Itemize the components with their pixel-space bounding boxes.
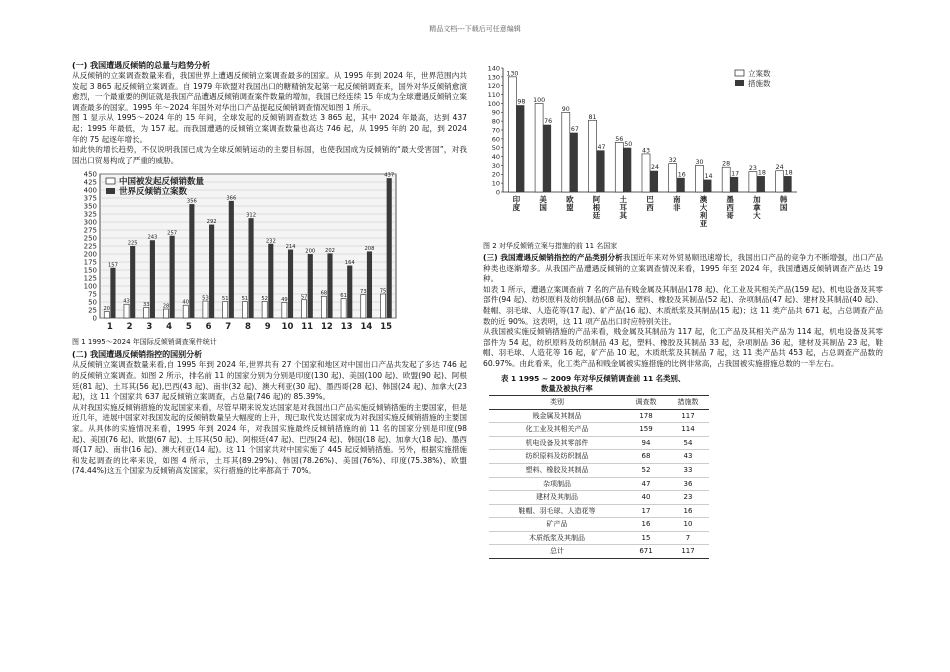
- legend-label-world: 世界反倾销立案数: [119, 187, 188, 198]
- y-tick-label: 300: [83, 218, 97, 227]
- section3-paragraph-1-text: 我国近年来对外贸易顺迅速增长，我国出口产品的竞争力不断增强，出口产品种类也逐渐增多。从我国产品遭遇反倾销的立案调查情况来看，1995 年至 2024 年，我国遭遇反倾销调查产品达 19 种。: [483, 253, 883, 284]
- y-tick-label: 175: [83, 258, 97, 267]
- bar-world-14: [367, 252, 372, 319]
- bar-world-10: [288, 250, 293, 318]
- x-tick-label: 5: [185, 322, 192, 333]
- bar-cases-巴西: [642, 154, 650, 192]
- legend-swatch-china: [106, 178, 115, 184]
- y-tick-label: 275: [83, 226, 97, 235]
- table-cell: 木质纸浆及其制品: [489, 531, 625, 545]
- table-row: [489, 531, 709, 545]
- table-cell: 17: [625, 504, 667, 518]
- figure2-bar-chart: [483, 62, 803, 240]
- bar-measures-美国: [543, 125, 551, 192]
- y-tick-label: 0: [92, 314, 97, 323]
- x-tick-char: 巴: [646, 195, 654, 204]
- bar-cases-澳大利亚: [695, 165, 703, 192]
- data-label: 100: [533, 96, 546, 104]
- y-tick-label: 125: [83, 274, 97, 283]
- table-header-category: 类别: [489, 395, 625, 409]
- table-cell: 40: [625, 491, 667, 505]
- table-row: [489, 477, 709, 491]
- x-tick-label: [699, 194, 708, 228]
- figure1-caption: 图 1 1995～2024 年国际反倾销调查案件统计: [72, 338, 217, 347]
- y-tick-label: 80: [491, 117, 500, 126]
- section1-heading: (一) 我国遭遇反倾销的总量与趋势分析: [72, 61, 211, 70]
- x-tick-char: 拿: [753, 203, 761, 212]
- data-label: 20: [103, 306, 111, 313]
- legend-swatch-measures: [735, 80, 744, 86]
- bar-measures-南非: [677, 178, 685, 192]
- data-label: 24: [775, 164, 784, 172]
- data-label: 30: [695, 158, 704, 166]
- bar-world-1: [110, 268, 115, 318]
- x-tick-label: [566, 194, 574, 212]
- data-label: 28: [722, 160, 731, 168]
- bar-china-6: [203, 301, 208, 318]
- bar-measures-阿根廷: [597, 150, 605, 192]
- y-tick-label: 0: [495, 188, 500, 197]
- bar-china-11: [302, 300, 307, 318]
- data-label: 75: [379, 288, 387, 295]
- y-tick-label: 120: [487, 82, 500, 91]
- x-tick-char: 南: [672, 195, 681, 204]
- table-row: [489, 450, 709, 464]
- bar-world-15: [387, 179, 392, 319]
- table-row: [489, 504, 709, 518]
- bar-measures-加拿大: [757, 176, 765, 192]
- y-tick-label: 110: [487, 90, 500, 99]
- x-tick-char: 廷: [592, 211, 601, 220]
- legend-swatch-world: [106, 188, 115, 194]
- bar-cases-阿根廷: [589, 120, 597, 192]
- table-cell: 33: [667, 463, 709, 477]
- data-label: 24: [651, 164, 660, 172]
- y-tick-label: 30: [491, 161, 500, 170]
- section1-paragraph-3: 如此快的增长趋势，不仅说明我国已成为全球反倾销运动的主要目标国，也使我国成为反倾销的“最大受害国”，对我国出口贸易构成了严重的威胁。: [72, 145, 467, 165]
- table-row: [489, 518, 709, 532]
- y-tick-label: 100: [83, 282, 97, 291]
- data-label: 67: [570, 126, 579, 134]
- table-cell: 15: [625, 531, 667, 545]
- x-tick-label: 14: [360, 322, 373, 333]
- y-tick-label: 25: [88, 306, 97, 315]
- bar-measures-韩国: [784, 176, 792, 192]
- bar-china-2: [124, 305, 129, 319]
- y-tick-label: 325: [83, 210, 97, 219]
- x-tick-char: 哥: [726, 211, 734, 220]
- x-tick-char: 欧: [566, 195, 574, 204]
- table-cell: 54: [667, 436, 709, 450]
- table-row: [489, 436, 709, 450]
- table-cell: 10: [667, 518, 709, 532]
- y-tick-label: 450: [83, 170, 97, 179]
- table-cell: 47: [625, 477, 667, 491]
- data-label: 50: [624, 141, 633, 149]
- data-label: 43: [123, 299, 130, 306]
- x-tick-char: 其: [619, 211, 628, 220]
- data-label: 437: [384, 173, 395, 180]
- data-label: 98: [517, 98, 526, 106]
- data-label: 202: [325, 248, 335, 255]
- data-label: 40: [182, 300, 190, 307]
- data-label: 17: [731, 170, 740, 178]
- bar-measures-巴西: [650, 171, 658, 192]
- x-tick-char: 加: [753, 195, 761, 204]
- data-label: 73: [360, 289, 367, 296]
- x-tick-char: 大: [699, 203, 708, 212]
- data-label: 43: [641, 147, 650, 155]
- table1-caption: [501, 374, 883, 395]
- bar-world-8: [249, 219, 254, 319]
- x-tick-char: 亚: [699, 219, 708, 228]
- data-label: 18: [784, 169, 793, 177]
- section3-heading: (三) 我国遭遇反倾销指控的产品类别分析: [483, 253, 623, 262]
- x-tick-label: [513, 194, 521, 212]
- y-tick-label: 40: [491, 152, 500, 161]
- x-tick-char: 国: [779, 203, 788, 212]
- bar-cases-加拿大: [749, 172, 757, 192]
- data-label: 56: [615, 135, 624, 143]
- x-tick-char: 墨: [726, 195, 734, 204]
- figure1-bar-chart: [72, 168, 402, 336]
- y-tick-label: 425: [83, 178, 97, 187]
- table-header-row: [489, 395, 709, 409]
- x-tick-label: 12: [321, 322, 333, 333]
- bar-world-6: [209, 225, 214, 318]
- bar-cases-印度: [508, 77, 516, 192]
- x-tick-label: [539, 194, 547, 212]
- data-label: 14: [704, 173, 713, 181]
- x-tick-label: 6: [205, 322, 212, 333]
- bar-china-15: [381, 294, 386, 318]
- data-label: 32: [668, 157, 677, 165]
- table-cell: 总计: [489, 545, 625, 559]
- data-label: 292: [206, 219, 217, 226]
- bar-measures-墨西哥: [730, 177, 738, 192]
- x-tick-char: 耳: [619, 203, 628, 212]
- section1-paragraph-1: 从反倾销的立案调查数量来看，我国世界上遭遇反倾销立案调查最多的国家。从 1995 年到 2024 年，世界范围内共发起 3 865 起反倾销立案调查。自 1979 年欧盟对我国出口的糖精钠发起第一起反倾销调查来，国外对华反倾销愈演愈烈，一个最重要的例证就是我国产品遭遇反倾销调查案件数量的增加，我国已经连续 15 年成为全球遭遇反倾销立案调查最多的国家。1995 年～2024 年国外对华出口产品提起反倾销调查情况如图 1 所示。: [72, 71, 467, 112]
- table-cell: 114: [667, 423, 709, 437]
- y-tick-label: 50: [88, 298, 97, 307]
- x-tick-char: 土: [619, 195, 628, 204]
- data-label: 51: [221, 296, 229, 303]
- data-label: 18: [757, 169, 766, 177]
- legend-swatch-cases: [735, 70, 744, 76]
- table-row: [489, 423, 709, 437]
- bar-world-13: [347, 266, 352, 318]
- x-tick-char: 澳: [699, 195, 708, 204]
- bar-measures-欧盟: [570, 133, 578, 192]
- data-label: 130: [506, 70, 519, 78]
- table-cell: 159: [625, 423, 667, 437]
- bar-china-13: [341, 299, 346, 319]
- x-tick-char: 西: [726, 203, 734, 212]
- bar-china-14: [361, 295, 366, 318]
- section3-paragraph-2: 如表 1 所示，遭遇立案调查前 7 名的产品有贱金属及其制品(178 起)、化工业及其相关产品(159 起)、机电设备及其零部件(94 起)、纺织原料及纺织制品(68 起)、塑料、橡胶及其制品(52 起)、杂项制品(47 起)、建材及其制品(40 起)、鞋帽、羽毛球、人造花等(17 起)、矿产品(16 起)、木质纸浆及其制品(15 起)；这 11 类产品共 671 起，占总调查产品数的近 90%。这表明，这 11 项产品出口时应特别关注。: [483, 284, 883, 326]
- bar-china-9: [262, 302, 267, 319]
- left-column: [72, 60, 467, 477]
- bar-measures-土耳其: [623, 148, 631, 192]
- table-cell: 16: [667, 504, 709, 518]
- table-cell: 36: [667, 477, 709, 491]
- y-tick-label: 350: [83, 202, 97, 211]
- table-cell: 鞋帽、羽毛球、人造花等: [489, 504, 625, 518]
- y-tick-label: 50: [491, 144, 500, 153]
- data-label: 28: [162, 303, 170, 310]
- x-tick-label: [780, 194, 788, 212]
- bar-china-3: [144, 308, 149, 319]
- section3-paragraph-1: [483, 253, 883, 285]
- bar-world-4: [170, 236, 175, 318]
- x-tick-label: 3: [146, 322, 153, 333]
- data-label: 257: [167, 230, 178, 237]
- bar-measures-澳大利亚: [703, 180, 711, 192]
- y-tick-label: 130: [487, 73, 500, 82]
- bar-world-9: [268, 244, 273, 318]
- table-cell: 178: [625, 409, 667, 423]
- table-cell: 23: [667, 491, 709, 505]
- bar-cases-南非: [669, 164, 677, 192]
- y-tick-label: 250: [83, 234, 97, 243]
- x-tick-char: 度: [512, 203, 521, 212]
- x-tick-label: [620, 194, 628, 220]
- data-label: 214: [285, 244, 296, 251]
- y-tick-label: 140: [487, 64, 500, 73]
- x-tick-label: 7: [225, 322, 232, 333]
- y-tick-label: 90: [491, 108, 500, 117]
- x-tick-char: 印: [512, 195, 521, 204]
- bar-world-3: [150, 241, 155, 319]
- y-tick-label: 400: [83, 186, 97, 195]
- data-label: 68: [320, 291, 328, 298]
- x-tick-char: 盟: [566, 203, 574, 212]
- legend-label-china: 中国被发起反倾销数量: [119, 177, 205, 188]
- data-label: 81: [588, 113, 597, 121]
- bar-world-7: [229, 201, 234, 318]
- table-cell: 贱金属及其制品: [489, 409, 625, 423]
- section3-paragraph-3: 从我国被实施反倾销措施的产品来看，贱金属及其制品为 117 起，化工产品及其相关产品为 114 起，机电设备及其零部件为 54 起，纺织原料及纺织制品 43 起，塑料、橡胶及其制品 33 起，杂项制品 36 起，建材及其制品 23 起，鞋帽、羽毛球、人造花等 16 起，矿产品 10 起，木质纸浆及其制品 7 起，这 11 类产品共 453 起，占总调查产品数的 60.97%。由此看来，化工类产品和贱金属被实施措施的比例非常高，占我国被实施措施总数的一半左右。: [483, 327, 883, 368]
- bar-china-12: [321, 297, 326, 319]
- table-row: [489, 491, 709, 505]
- y-tick-label: 150: [83, 266, 97, 275]
- data-label: 61: [340, 293, 347, 300]
- x-tick-char: 西: [646, 203, 654, 212]
- section2-paragraph-2: 从对我国实施反倾销措施的发起国家来看，尽管早期来说发达国家是对我国出口产品实施反倾销措施的主要国家，但是近几年，进展中国家对我国发起的反倾销数量呈大幅度的上升，现已取代发达国家成为对我国实施反倾销措施的主要国家。从具体的实施情况来看，1995 年到 2024 年，对我国实施最终反倾销措施的前 11 名的国家分别是印度(98 起)、美国(76 起)、欧盟(67 起)、土耳其(50 起)、阿根廷(47 起)、巴西(24 起)、韩国(18 起)、加拿大(18 起)、墨西哥(17 起)、南非(16 起)、澳大利亚(14 起)。这 11 个国家共对中国实施了 445 起反倾销措施。另外，根据实施措施和发起调查的比率来说，如图 4 所示，土耳其(89.29%)、韩国(78.26%)、美国(76%)、印度(75.38%)、欧盟(74.44%)这五个国家为反倾销高发国家，实行措施的比率都高于 70%。: [72, 402, 467, 476]
- table-header-measures: 措施数: [667, 395, 709, 409]
- data-label: 243: [147, 235, 158, 242]
- section2-paragraph-1: 从反倾销立案调查数量来看,自 1995 年到 2024 年,世界共有 27 个国家和地区对中国出口产品共发起了多达 746 起的反倾销立案调查。如图 2 所示，排名前 11 的国家分别为分别是印度(130 起)、美国(100 起)、欧盟(90 起)、阿根廷(81 起)、土耳其(56 起),巴西(43 起)、南非(32 起)、澳大利亚(30 起)、墨西哥(28 起)、韩国(24 起)、加拿大(23 起)，这 11 个国家共 637 起反倾销立案调查，占总量(746 起)的 85.39%。: [72, 360, 467, 402]
- data-label: 164: [344, 260, 355, 267]
- section2-heading: (二) 我国遭遇反倾销指控的国别分析: [72, 350, 203, 360]
- bar-world-2: [130, 246, 135, 318]
- header-note: 精品文档---下载后可任意编辑: [429, 25, 521, 33]
- y-tick-label: 225: [83, 242, 97, 251]
- data-label: 312: [246, 213, 257, 220]
- data-label: 49: [281, 297, 288, 304]
- data-label: 51: [241, 296, 249, 303]
- y-tick-label: 70: [491, 126, 500, 135]
- table-cell: 化工业及其相关产品: [489, 423, 625, 437]
- table-header-investigations: 调查数: [625, 395, 667, 409]
- x-tick-char: 非: [672, 203, 681, 212]
- bar-cases-欧盟: [562, 112, 570, 192]
- data-label: 366: [226, 195, 237, 202]
- bar-china-10: [282, 303, 287, 319]
- right-column: [483, 62, 883, 559]
- data-label: 23: [748, 165, 757, 173]
- bar-world-12: [327, 254, 332, 319]
- x-tick-char: 利: [699, 211, 708, 220]
- data-label: 208: [364, 246, 375, 253]
- bar-cases-美国: [535, 103, 543, 192]
- data-label: 16: [677, 171, 686, 179]
- x-tick-char: 国: [539, 203, 547, 212]
- table-cell: 杂项制品: [489, 477, 625, 491]
- x-tick-label: 8: [245, 322, 251, 333]
- bar-world-5: [189, 204, 194, 318]
- data-label: 157: [107, 262, 118, 269]
- data-label: 53: [202, 295, 209, 302]
- data-label: 200: [305, 248, 316, 255]
- table-cell: 16: [625, 518, 667, 532]
- bar-measures-印度: [516, 105, 524, 192]
- x-tick-label: [592, 194, 601, 220]
- table-cell: 117: [667, 409, 709, 423]
- bar-china-7: [223, 302, 228, 318]
- bar-cases-墨西哥: [722, 167, 730, 192]
- x-tick-label: 2: [126, 322, 133, 333]
- x-tick-label: 13: [340, 322, 353, 333]
- bar-world-11: [308, 254, 313, 318]
- data-label: 47: [597, 143, 606, 151]
- table-cell: 建材及其制品: [489, 491, 625, 505]
- y-tick-label: 375: [83, 194, 97, 203]
- table-cell: 机电设备及其零部件: [489, 436, 625, 450]
- legend-label-measures: 措施数: [748, 79, 771, 88]
- x-tick-char: 根: [592, 203, 601, 212]
- table-row: [489, 463, 709, 477]
- data-label: 33: [142, 302, 150, 309]
- x-tick-label: 11: [301, 322, 314, 333]
- table1-caption-line1: 表 1 1995 ~ 2009 年对华反倾销调查前 11 名类别、: [501, 373, 686, 383]
- bar-china-8: [242, 302, 247, 318]
- table1-caption-line2: 数量及被执行率: [541, 384, 593, 394]
- data-label: 57: [300, 294, 308, 301]
- x-tick-label: [673, 194, 681, 212]
- table-row: [489, 409, 709, 423]
- legend-label-cases: 立案数: [748, 69, 771, 78]
- x-tick-char: 大: [753, 211, 761, 220]
- y-tick-label: 10: [491, 179, 500, 188]
- table-cell: 矿产品: [489, 518, 625, 532]
- data-label: 225: [127, 240, 138, 247]
- x-tick-label: 9: [264, 322, 271, 333]
- bar-cases-韩国: [776, 171, 784, 192]
- table1: [489, 395, 709, 560]
- table-cell: 43: [667, 450, 709, 464]
- data-label: 90: [561, 105, 570, 113]
- table-cell: 纺织原料及纺织制品: [489, 450, 625, 464]
- table-cell: 68: [625, 450, 667, 464]
- x-tick-label: [726, 194, 734, 220]
- y-tick-label: 60: [491, 135, 500, 144]
- y-tick-label: 100: [487, 99, 500, 108]
- bar-china-5: [183, 306, 188, 319]
- x-tick-char: 美: [539, 195, 547, 204]
- section1-paragraph-2: 图 1 显示从 1995～2024 年的 15 年间，全球发起的反倾销调查数达 3 865 起，其中 2024 年最高，达到 437 起；1995 年最低，为 157 起。而我国遭遇的反倾销立案调查数量也高达 746 起，从 1995 年的 20 起，到 2024 年的 75 起逐年增长。: [72, 113, 467, 144]
- figure2-caption: 图 2 对华反倾销立案与措施的前 11 名国家: [483, 242, 618, 250]
- table-cell: 94: [625, 436, 667, 450]
- bar-cases-土耳其: [615, 142, 623, 192]
- bar-china-4: [163, 309, 168, 318]
- table-cell: 117: [667, 545, 709, 559]
- x-tick-char: 阿: [592, 195, 601, 204]
- y-tick-label: 200: [83, 250, 97, 259]
- x-tick-label: 1: [106, 322, 113, 333]
- data-label: 232: [265, 238, 276, 245]
- table-cell: 52: [625, 463, 667, 477]
- table-cell: 671: [625, 545, 667, 559]
- table-row-total: [489, 545, 709, 559]
- data-label: 52: [261, 296, 268, 303]
- x-tick-char: 韩: [779, 195, 788, 204]
- bar-china-1: [104, 312, 109, 318]
- x-tick-label: 10: [281, 322, 294, 333]
- x-tick-label: [752, 194, 761, 220]
- y-tick-label: 75: [88, 290, 97, 299]
- data-label: 76: [544, 118, 553, 126]
- x-tick-label: 15: [380, 322, 393, 333]
- x-tick-label: 4: [166, 322, 173, 333]
- x-tick-label: [646, 195, 654, 212]
- y-tick-label: 20: [491, 170, 500, 179]
- data-label: 356: [186, 198, 197, 205]
- table-cell: 塑料、橡胶及其制品: [489, 463, 625, 477]
- table-cell: 7: [667, 531, 709, 545]
